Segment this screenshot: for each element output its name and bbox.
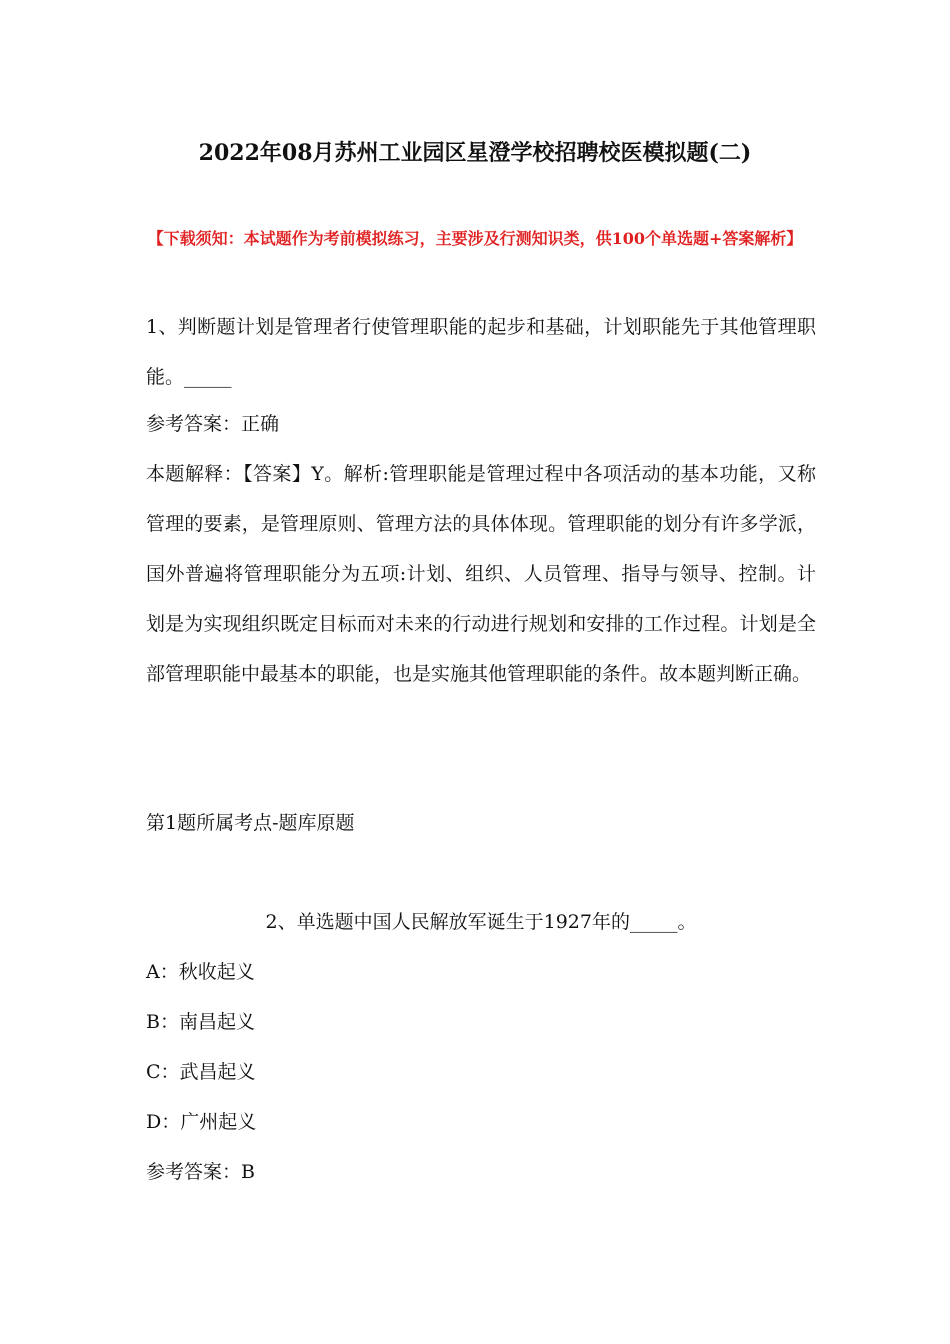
question-1-answer: 参考答案：正确 <box>146 413 280 435</box>
question-2-answer: 参考答案：B <box>146 1161 255 1183</box>
question-2-stem: 2、单选题中国人民解放军诞生于1927年的_____。 <box>265 911 697 933</box>
question-2-option-c: C：武昌起义 <box>146 1061 256 1083</box>
download-notice: 【下载须知：本试题作为考前模拟练习，主要涉及行测知识类，供100个单选题+答案解析】 <box>147 229 803 248</box>
question-1-stem: 1、判断题计划是管理者行使管理职能的起步和基础，计划职能先于其他管理职能。_____ <box>146 316 816 388</box>
question-1-explanation: 本题解释：【答案】Y。解析:管理职能是管理过程中各项活动的基本功能，又称管理的要素，是管理原则、管理方法的具体体现。管理职能的划分有许多学派，国外普遍将管理职能分为五项:计划、组织、人员管理、指导与领导、控制。计划是为实现组织既定目标而对未来的行动进行规划和安排的工作过程。计划是全部管理职能中最基本的职能，也是实施其他管理职能的条件。故本题判断正确。 <box>146 463 816 685</box>
question-1-knowledge-point: 第1题所属考点-题库原题 <box>146 812 355 834</box>
question-2-option-a: A：秋收起义 <box>146 961 255 983</box>
page-title: 2022年08月苏州工业园区星澄学校招聘校医模拟题(二) <box>198 140 752 166</box>
question-2-option-b: B：南昌起义 <box>146 1011 255 1033</box>
question-2-option-d: D：广州起义 <box>146 1111 257 1133</box>
